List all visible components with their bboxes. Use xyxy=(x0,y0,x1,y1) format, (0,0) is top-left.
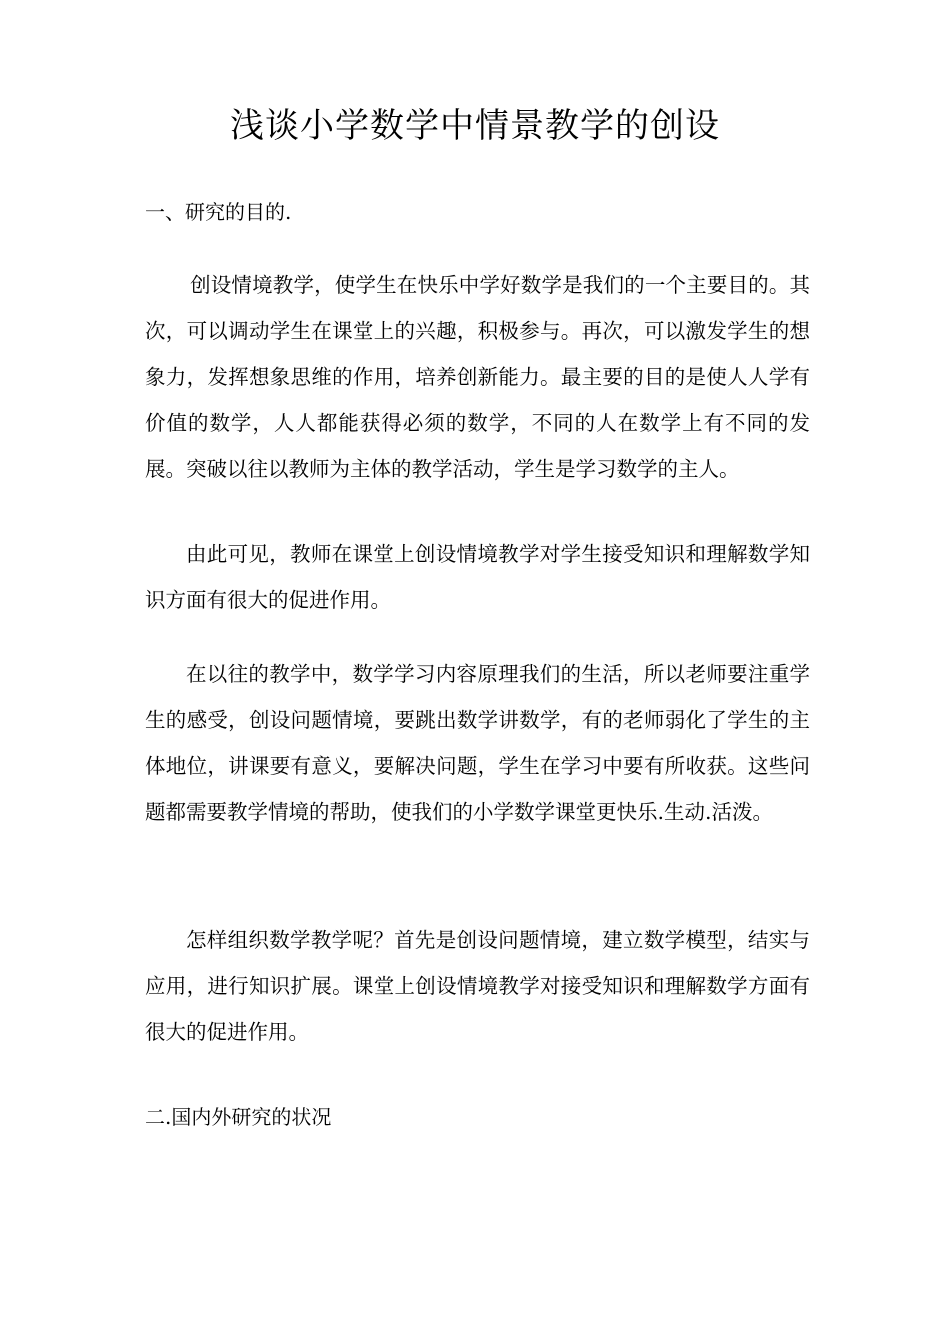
section-heading-research-status: 二.国内外研究的状况 xyxy=(145,1105,332,1129)
section-heading-research-purpose: 一、研究的目的. xyxy=(145,200,292,224)
paragraph-3: 在以往的教学中，数学学习内容原理我们的生活，所以老师要注重学生的感受，创设问题情境，要跳出数学讲数学，有的老师弱化了学生的主体地位，讲课要有意义，要解决问题，学生在学习中要有所收获。这些问题都需要教学情境的帮助，使我们的小学数学课堂更快乐.生动.活泼。 xyxy=(145,662,810,824)
paragraph-2: 由此可见，教师在课堂上创设情境教学对学生接受知识和理解数学知识方面有很大的促进作用。 xyxy=(145,542,810,612)
document-title: 浅谈小学数学中情景教学的创设 xyxy=(230,106,720,146)
paragraph-4: 怎样组织数学教学呢？首先是创设问题情境，建立数学模型，结实与应用，进行知识扩展。课堂上创设情境教学对接受知识和理解数学方面有很大的促进作用。 xyxy=(145,928,810,1044)
paragraph-1: 创设情境教学，使学生在快乐中学好数学是我们的一个主要目的。其次，可以调动学生在课堂上的兴趣，积极参与。再次，可以激发学生的想象力，发挥想象思维的作用，培养创新能力。最主要的目的是使人人学有价值的数学，人人都能获得必须的数学，不同的人在数学上有不同的发展。突破以往以教师为主体的教学活动，学生是学习数学的主人。 xyxy=(145,273,810,481)
